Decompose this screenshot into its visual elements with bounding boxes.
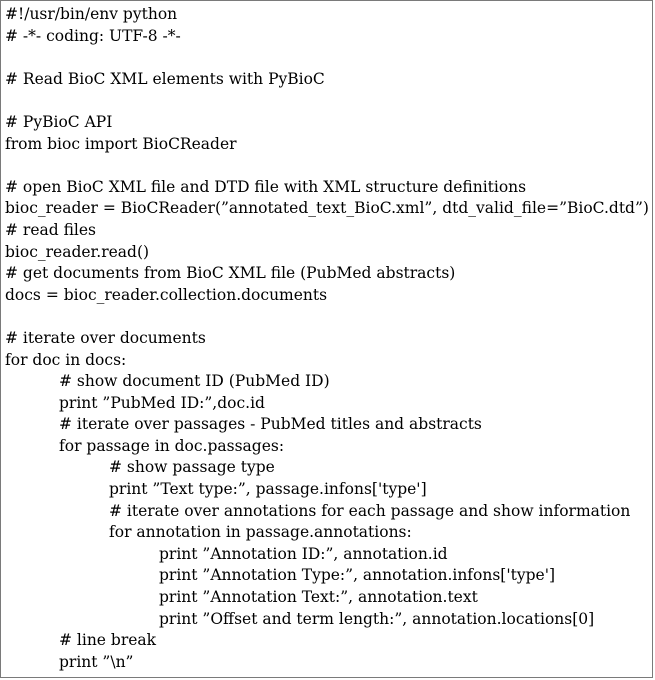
code-line: for passage in doc.passages: [59,436,285,455]
code-line: #!/usr/bin/env python [5,5,178,23]
code-line: # PyBioC API [5,112,113,131]
code-line: from bioc import BioCReader [5,134,237,153]
code-line: print ”\n” [59,652,134,671]
code-line: print ”Annotation ID:”, annotation.id [159,544,448,563]
code-line: # show document ID (PubMed ID) [59,372,330,391]
code-line: print ”Annotation Type:”, annotation.infons['type'] [159,566,556,585]
code-line: # show passage type [109,458,275,477]
code-line: bioc_reader.read() [5,242,150,261]
code-line: # iterate over passages - PubMed titles and abstracts [59,415,482,434]
code-line [5,90,649,112]
code-lines [5,4,649,673]
code-line: # iterate over documents [5,328,206,347]
code-line: # read files [5,220,97,239]
code-line: print ”Text type:”, passage.infons['type'] [109,480,427,499]
code-line: # line break [59,631,157,650]
code-line: for annotation in passage.annotations: [109,523,412,542]
code-line: print ”PubMed ID:”,doc.id [59,393,265,412]
code-line [5,47,649,69]
code-line: # get documents from BioC XML file (PubMed abstracts) [5,264,456,283]
code-line: bioc_reader = BioCReader(”annotated_text_BioC.xml”, dtd_valid_file=”BioC.dtd”) [5,199,649,218]
code-line [5,155,649,177]
code-line: # Read BioC XML elements with PyBioC [5,69,325,88]
code-line [5,306,649,328]
code-line: # iterate over annotations for each passage and show information [109,501,631,520]
code-line: # open BioC XML file and DTD file with XML structure definitions [5,177,527,196]
code-line: docs = bioc_reader.collection.documents [5,285,328,304]
code-line: print ”Annotation Text:”, annotation.text [159,588,478,607]
code-line: # -*- coding: UTF-8 -*- [5,26,181,45]
code-line: for doc in docs: [5,350,127,369]
code-line: print ”Offset and term length:”, annotation.locations[0] [159,609,595,628]
